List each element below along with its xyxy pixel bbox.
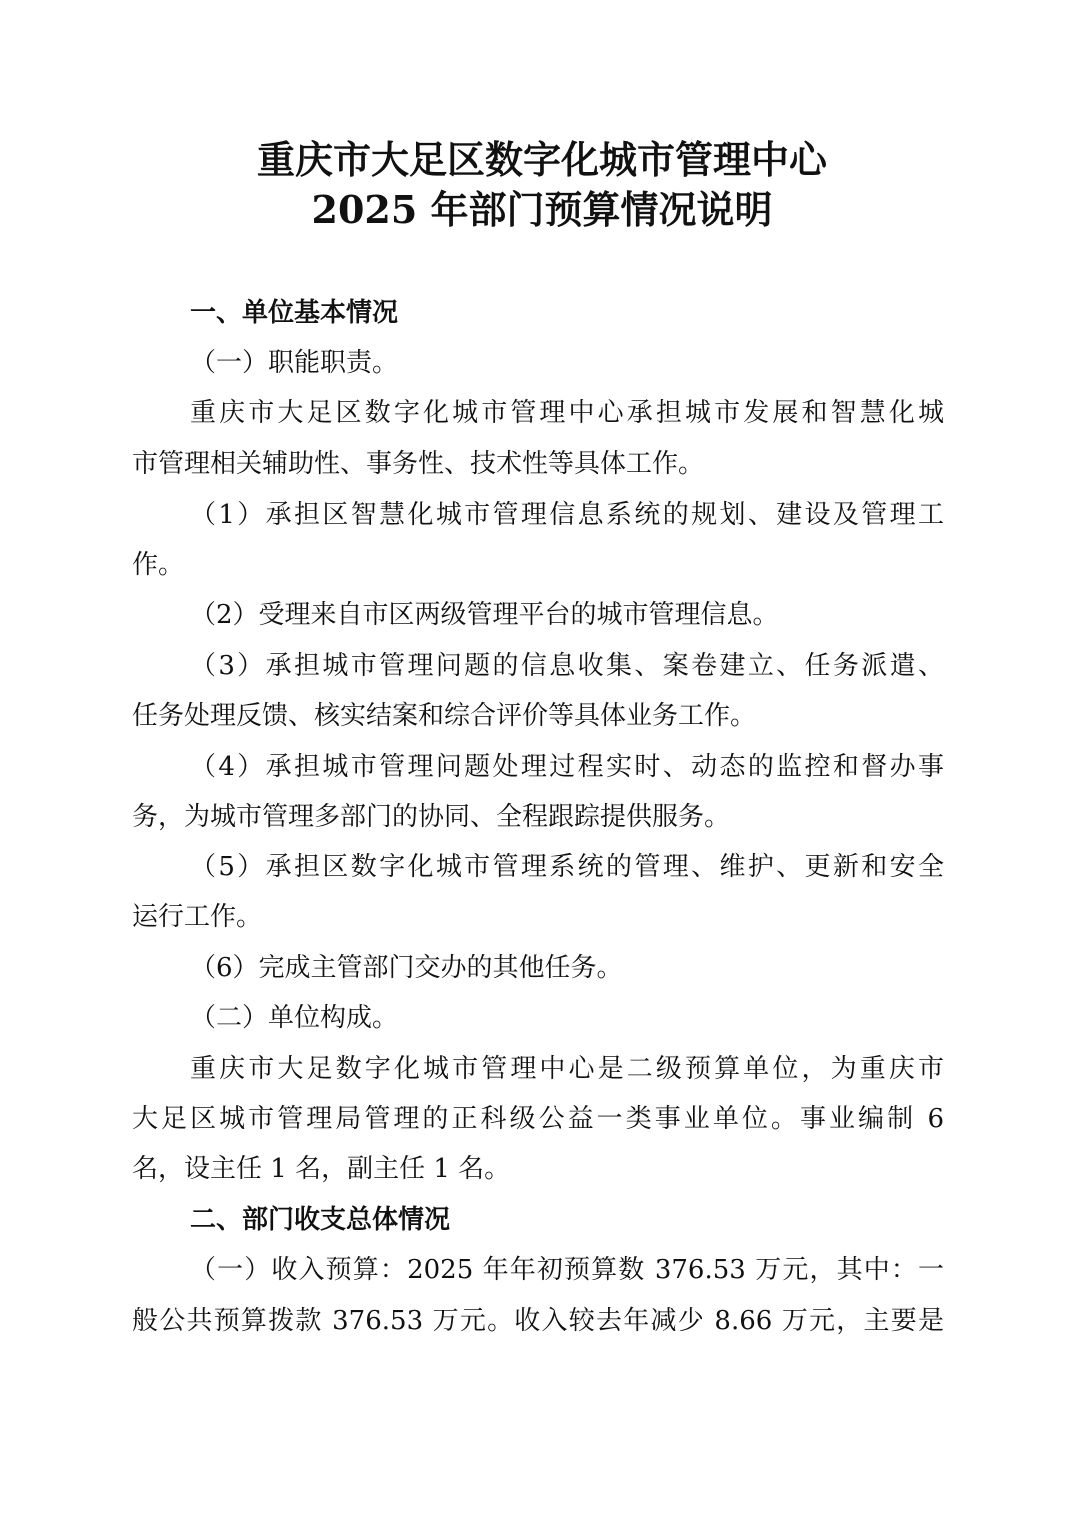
section-heading-2: 二、部门收支总体情况 — [190, 1205, 451, 1235]
section-heading-1: 一、单位基本情况 — [190, 298, 399, 328]
paragraph-line: （3）承担城市管理问题的信息收集、案卷建立、任务派遣、 — [190, 651, 944, 681]
paragraph-line: 作。 — [132, 550, 185, 580]
paragraph-line: 重庆市大足区数字化城市管理中心承担城市发展和智慧化城 — [190, 398, 944, 428]
paragraph-line: （5）承担区数字化城市管理系统的管理、维护、更新和安全 — [190, 852, 944, 882]
paragraph-line: （4）承担城市管理问题处理过程实时、动态的监控和督办事 — [190, 752, 944, 782]
paragraph-line: （1）承担区智慧化城市管理信息系统的规划、建设及管理工 — [190, 500, 944, 530]
document-title-line-2: 2025 年部门预算情况说明 — [311, 187, 773, 232]
document-title-line-1: 重庆市大足区数字化城市管理中心 — [256, 137, 827, 182]
paragraph-line: 般公共预算拨款 376.53 万元。收入较去年减少 8.66 万元，主要是 — [132, 1306, 944, 1336]
paragraph-line: 运行工作。 — [132, 902, 263, 932]
subsection-heading-functions: （一）职能职责。 — [190, 348, 399, 378]
paragraph-line: （2）受理来自市区两级管理平台的城市管理信息。 — [190, 600, 779, 630]
paragraph-line: 市管理相关辅助性、事务性、技术性等具体工作。 — [132, 449, 705, 479]
paragraph-line: （一）收入预算：2025 年年初预算数 376.53 万元，其中：一 — [190, 1255, 944, 1285]
paragraph-line: 务，为城市管理多部门的协同、全程跟踪提供服务。 — [132, 802, 731, 832]
paragraph-line: （6）完成主管部门交办的其他任务。 — [190, 953, 623, 983]
paragraph-line: 名，设主任 1 名，副主任 1 名。 — [132, 1154, 511, 1184]
paragraph-line: 任务处理反馈、核实结案和综合评价等具体业务工作。 — [132, 701, 757, 731]
paragraph-line: 重庆市大足数字化城市管理中心是二级预算单位，为重庆市 — [190, 1054, 944, 1084]
paragraph-line: 大足区城市管理局管理的正科级公益一类事业单位。事业编制 6 — [132, 1104, 944, 1134]
subsection-heading-composition: （二）单位构成。 — [190, 1003, 399, 1033]
